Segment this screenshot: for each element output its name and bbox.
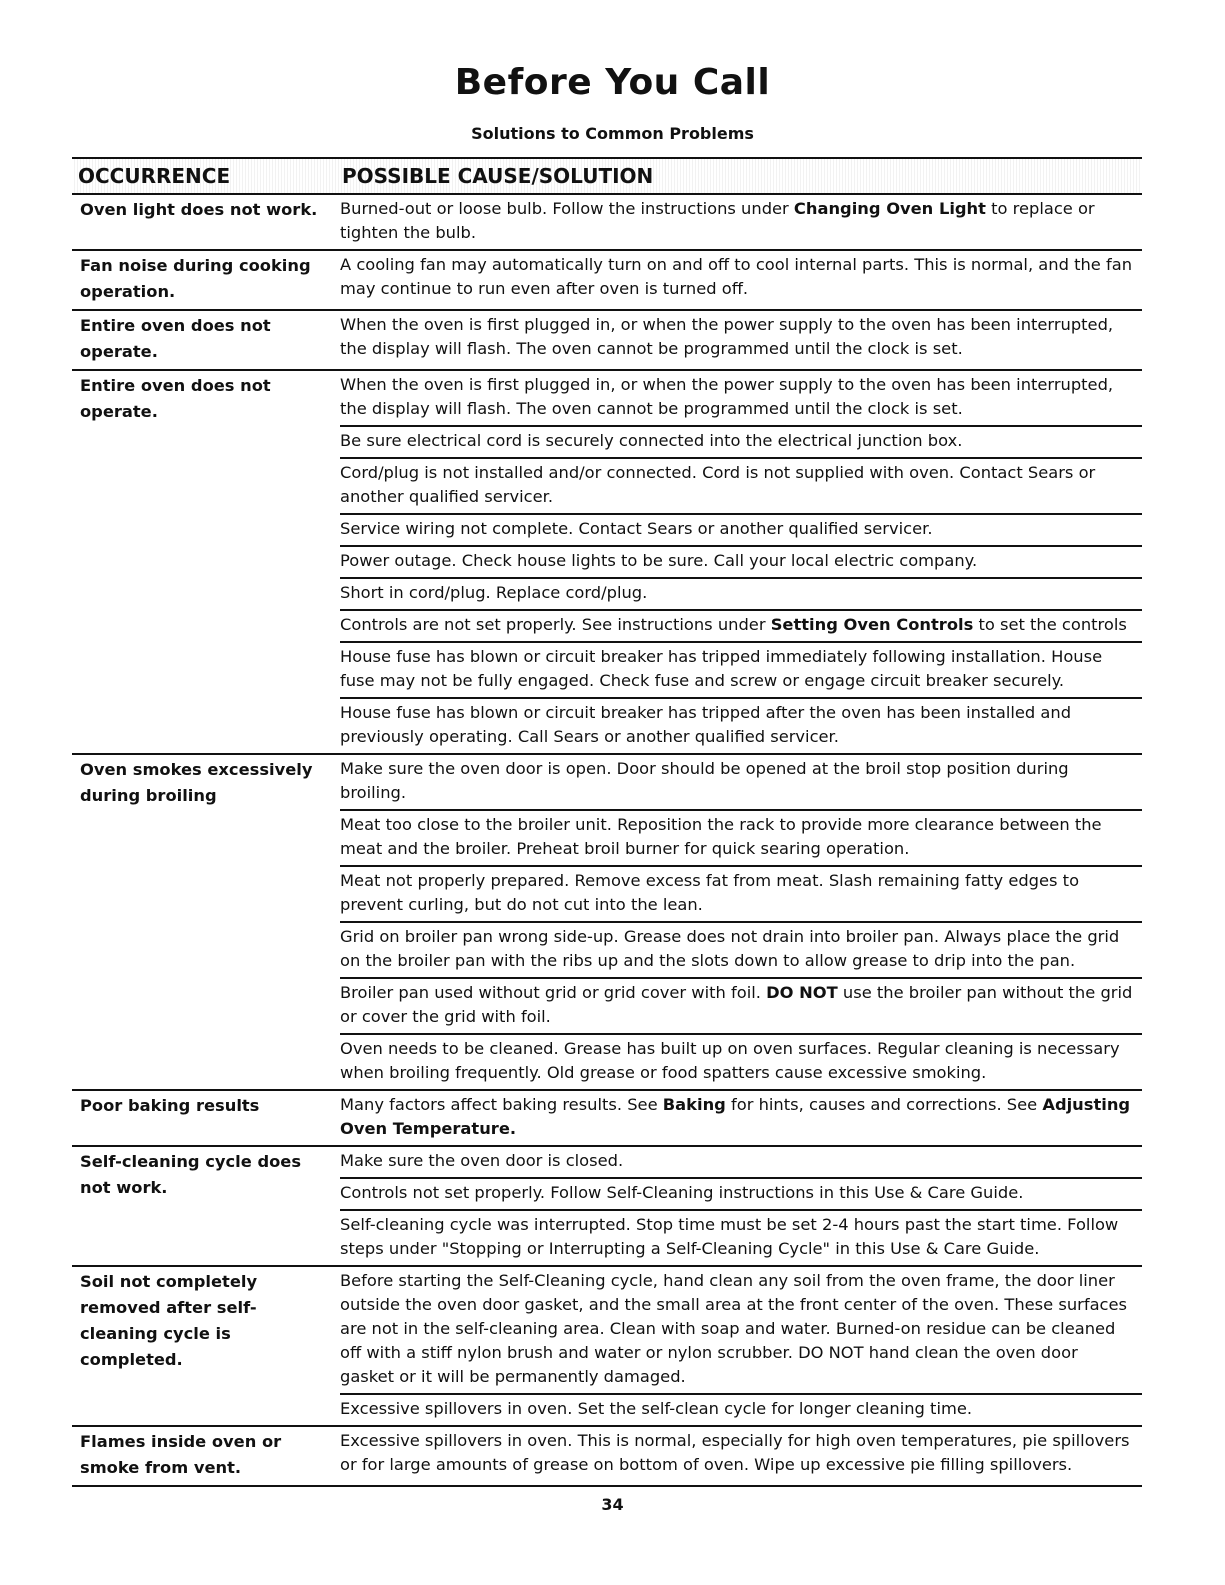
occurrence-cell: Oven smokes excessively during broiling — [80, 760, 313, 805]
table-row — [72, 371, 1142, 755]
solutions-cell — [340, 1267, 1142, 1425]
table-row — [72, 1267, 1142, 1427]
page-subtitle: Solutions to Common Problems — [471, 124, 754, 143]
solution-emphasis: Adjusting Oven Temperature. — [340, 1095, 1131, 1138]
table-body — [72, 195, 1142, 1487]
solution-item — [340, 1267, 1142, 1393]
table-row — [72, 755, 1142, 1091]
occurrence-cell: Fan noise during cooking operation. — [80, 256, 311, 301]
solution-emphasis: DO NOT — [766, 983, 838, 1002]
solution-text: Oven needs to be cleaned. Grease has built up on oven surfaces. Regular cleaning is necessary when broiling frequently. Old grease or food spatters cause excessive smoking. — [340, 1039, 1120, 1082]
solution-text: to replace or tighten the bulb. — [340, 199, 1095, 242]
table-row — [72, 1091, 1142, 1147]
solution-item — [340, 1427, 1142, 1481]
page-title: Before You Call — [454, 62, 771, 103]
occurrence-cell: Self-cleaning cycle does not work. — [80, 1152, 302, 1197]
solutions-cell — [340, 1427, 1142, 1485]
solution-text: Controls not set properly. Follow Self-Cleaning instructions in this Use & Care Guide. — [340, 1183, 1024, 1202]
solution-text: Excessive spillovers in oven. Set the self-clean cycle for longer cleaning time. — [340, 1399, 973, 1418]
occurrence-cell: Entire oven does not operate. — [80, 376, 271, 421]
solution-item — [340, 457, 1142, 513]
solution-text: Controls are not set properly. See instructions under — [340, 615, 771, 634]
solutions-cell — [340, 311, 1142, 369]
occurrence-cell: Flames inside oven or smoke from vent. — [80, 1432, 282, 1477]
solution-emphasis: Setting Oven Controls — [770, 615, 974, 634]
solutions-cell — [340, 371, 1142, 753]
header-solution: POSSIBLE CAUSE/SOLUTION — [342, 164, 654, 188]
solution-item — [340, 865, 1142, 921]
solution-emphasis: Baking — [662, 1095, 726, 1114]
solutions-cell — [340, 755, 1142, 1089]
solutions-cell — [340, 1091, 1142, 1145]
solution-emphasis: Changing Oven Light — [793, 199, 986, 218]
solution-item — [340, 311, 1142, 365]
solution-text: Short in cord/plug. Replace cord/plug. — [340, 583, 648, 602]
solution-item — [340, 755, 1142, 809]
solution-item — [340, 1033, 1142, 1089]
solution-text: Cord/plug is not installed and/or connected. Cord is not supplied with oven. Contact Sears or another qualified servicer. — [340, 463, 1096, 506]
solution-text: to set the controls — [973, 615, 1127, 634]
solution-item — [340, 1393, 1142, 1425]
solution-text: Grid on broiler pan wrong side-up. Grease does not drain into broiler pan. Always place the grid on the broiler pan with the ribs up and the slots down to allow grease to drip into the pan. — [340, 927, 1120, 970]
table-row — [72, 311, 1142, 371]
solution-item — [340, 697, 1142, 753]
occurrence-cell: Soil not completely removed after self-cleaning cycle is completed. — [80, 1272, 258, 1369]
solution-item — [340, 609, 1142, 641]
table-row — [72, 1427, 1142, 1487]
header-occurrence: OCCURRENCE — [78, 164, 231, 188]
solution-item — [340, 371, 1142, 425]
solution-item — [340, 641, 1142, 697]
solution-item — [340, 1147, 1142, 1177]
solution-text: Service wiring not complete. Contact Sears or another qualified servicer. — [340, 519, 933, 538]
solution-item — [340, 1091, 1142, 1145]
solution-text: Excessive spillovers in oven. This is normal, especially for high oven temperatures, pie spillovers or for large amounts of grease on bottom of oven. Wipe up excessive pie filling spillovers. — [340, 1431, 1130, 1474]
solution-text: for hints, causes and corrections. See — [725, 1095, 1043, 1114]
solution-text: Many factors affect baking results. See — [340, 1095, 663, 1114]
table-row — [72, 1147, 1142, 1267]
solution-text: Make sure the oven door is closed. — [340, 1151, 624, 1170]
solution-item — [340, 195, 1142, 249]
solution-text: Be sure electrical cord is securely connected into the electrical junction box. — [340, 431, 963, 450]
troubleshooting-table — [72, 157, 1142, 1487]
solution-text: Power outage. Check house lights to be sure. Call your local electric company. — [340, 551, 978, 570]
solution-item — [340, 921, 1142, 977]
occurrence-cell: Oven light does not work. — [80, 200, 318, 219]
solutions-cell — [340, 195, 1142, 249]
solution-item — [340, 425, 1142, 457]
solution-text: Burned-out or loose bulb. Follow the instructions under — [340, 199, 794, 218]
solution-item — [340, 1177, 1142, 1209]
solution-item — [340, 251, 1142, 305]
solution-text: Make sure the oven door is open. Door should be opened at the broil stop position during broiling. — [340, 759, 1069, 802]
solution-item — [340, 977, 1142, 1033]
solution-text: Before starting the Self-Cleaning cycle, hand clean any soil from the oven frame, the door liner outside the oven door gasket, and the small area at the front center of the oven. These surfaces are not in the self-cleaning area. Clean with soap and water. Burned-on residue can be cleaned off with a stiff nylon brush and water or nylon scrubber. DO NOT hand clean the oven door gasket or it will be permanently damaged. — [340, 1271, 1127, 1386]
solution-text: When the oven is first plugged in, or when the power supply to the oven has been interrupted, the display will flash. The oven cannot be programmed until the clock is set. — [340, 375, 1114, 418]
solution-item — [340, 1209, 1142, 1265]
solution-text: A cooling fan may automatically turn on and off to cool internal parts. This is normal, and the fan may continue to run even after oven is turned off. — [340, 255, 1133, 298]
solution-text: Meat too close to the broiler unit. Reposition the rack to provide more clearance between the meat and the broiler. Preheat broil burner for quick searing operation. — [340, 815, 1102, 858]
table-row — [72, 195, 1142, 251]
solution-item — [340, 577, 1142, 609]
solution-text: House fuse has blown or circuit breaker has tripped after the oven has been installed and previously operating. Call Sears or another qualified servicer. — [340, 703, 1072, 746]
solution-item — [340, 809, 1142, 865]
solution-text: Meat not properly prepared. Remove excess fat from meat. Slash remaining fatty edges to prevent curling, but do not cut into the lean. — [340, 871, 1080, 914]
table-header — [72, 157, 1142, 195]
solution-text: When the oven is first plugged in, or when the power supply to the oven has been interrupted, the display will flash. The oven cannot be programmed until the clock is set. — [340, 315, 1114, 358]
solutions-cell — [340, 1147, 1142, 1265]
solution-item — [340, 513, 1142, 545]
solution-text: Self-cleaning cycle was interrupted. Stop time must be set 2-4 hours past the start time. Follow steps under "Stopping or Interrupting a Self-Cleaning Cycle" in this Use & Care Guide. — [340, 1215, 1119, 1258]
solution-item — [340, 545, 1142, 577]
solution-text: use the broiler pan without the grid or cover the grid with foil. — [340, 983, 1133, 1026]
page-number: 34 — [601, 1495, 624, 1514]
solution-text: Broiler pan used without grid or grid cover with foil. — [340, 983, 767, 1002]
solutions-cell — [340, 251, 1142, 309]
occurrence-cell: Poor baking results — [80, 1096, 260, 1115]
solution-text: House fuse has blown or circuit breaker has tripped immediately following installation. House fuse may not be fully engaged. Check fuse and screw or engage circuit breaker securely. — [340, 647, 1103, 690]
table-row — [72, 251, 1142, 311]
occurrence-cell: Entire oven does not operate. — [80, 316, 271, 361]
